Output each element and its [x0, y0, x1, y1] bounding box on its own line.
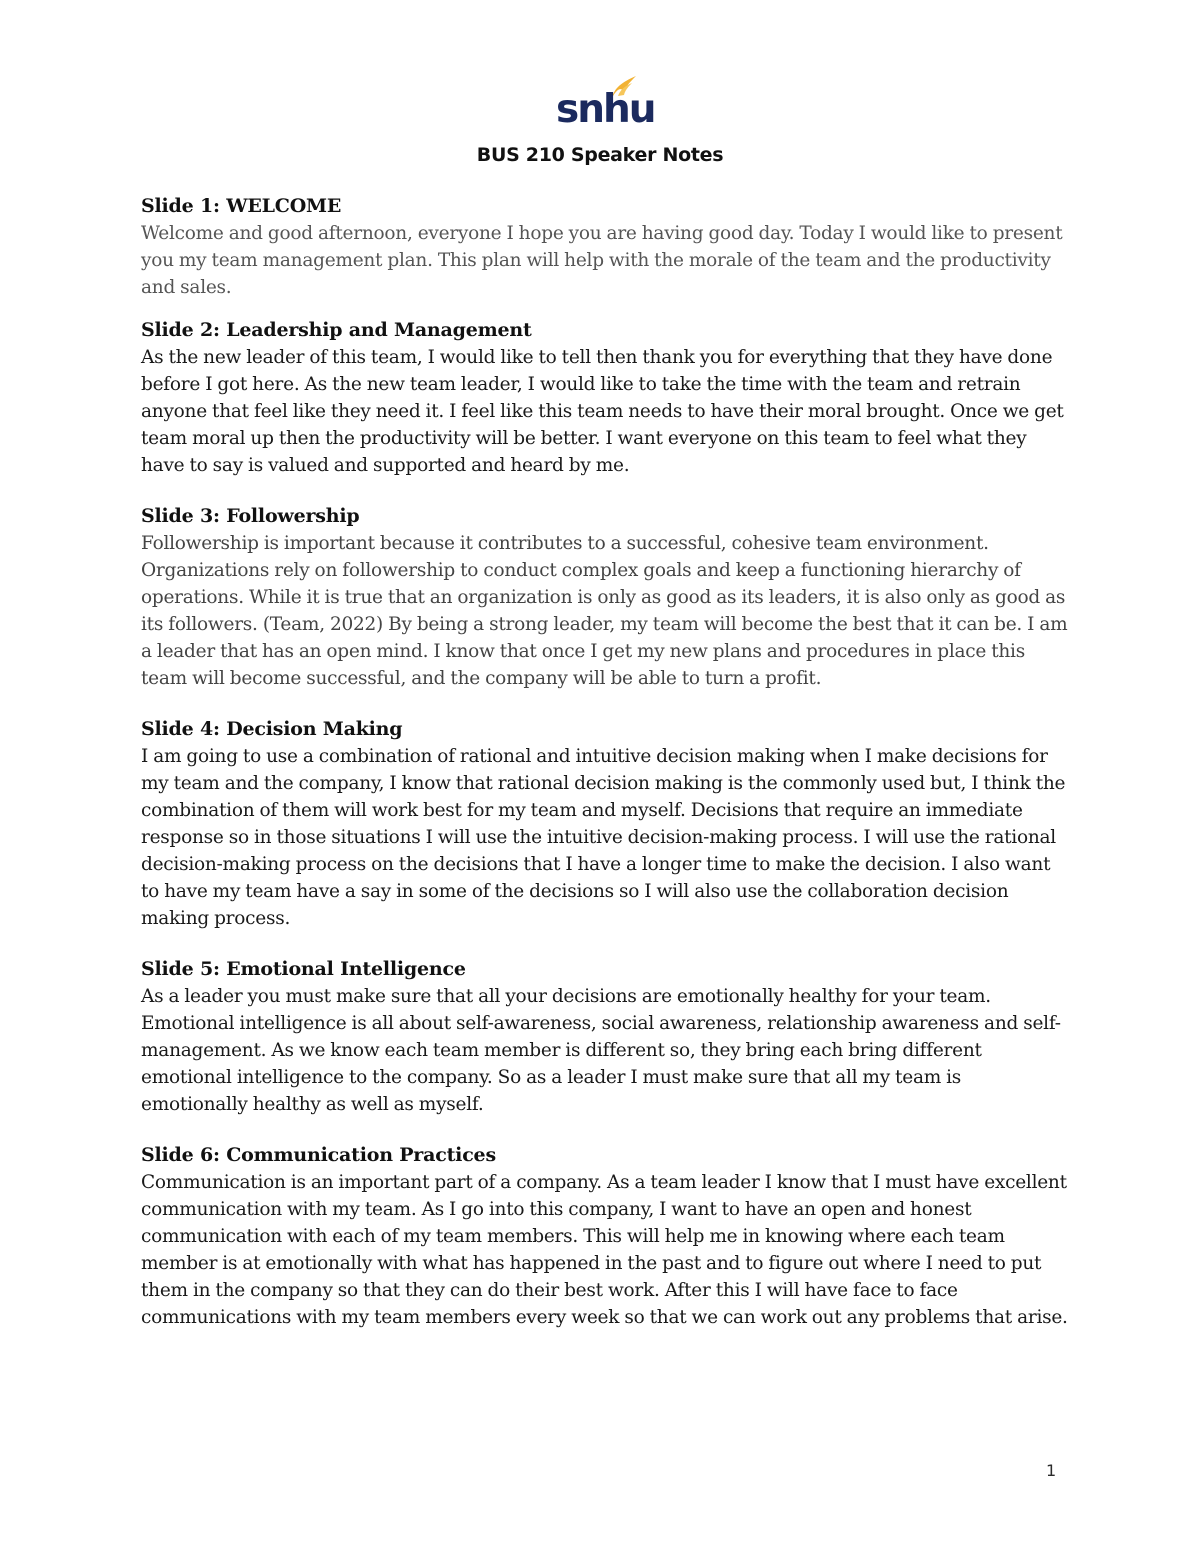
slide-notes: Welcome and good afternoon, everyone I hope you are having good day. Today I would like to present you my team management plan. This plan will help with the morale of the team and the productivity and sales. [141, 223, 1063, 298]
page-number: 1 [1046, 1461, 1057, 1480]
slide-heading: Slide 1: WELCOME [141, 195, 342, 217]
slide-heading: Slide 4: Decision Making [141, 718, 403, 740]
document-title: BUS 210 Speaker Notes [476, 144, 724, 166]
slide-heading: Slide 6: Communication Practices [141, 1144, 496, 1166]
slide-notes: As a leader you must make sure that all your decisions are emotionally healthy for your team. Emotional intelligence is all about self-awareness, social awareness, relationship awareness and self-management. As we know each team member is different so, they bring each bring different emotional intelligence to the company. So as a leader I must make sure that all my team is emotionally healthy as well as myself. [141, 986, 1061, 1115]
slide-3-section [141, 503, 1071, 692]
slide-4-section [141, 716, 1071, 932]
speaker-notes [141, 193, 1071, 1331]
snhu-logo [556, 74, 655, 132]
slide-heading: Slide 3: Followership [141, 505, 360, 527]
slide-notes: As the new leader of this team, I would like to tell then thank you for everything that they have done before I got here. As the new team leader, I would like to take the time with the team and retrain anyone that feel like they need it. I feel like this team needs to have their moral brought. Once we get team moral up then the productivity will be better. I want everyone on this team to feel what they have to say is valued and supported and heard by me. [141, 347, 1064, 476]
slide-5-section [141, 956, 1071, 1118]
slide-notes: Followership is important because it contributes to a successful, cohesive team environment. Organizations rely on followership to conduct complex goals and keep a functioning hierarchy of operations. While it is true that an organization is only as good as its leaders, it is also only as good as its followers. (Team, 2022) By being a strong leader, my team will become the best that it can be. I am a leader that has an open mind. I know that once I get my new plans and procedures in place this team will become successful, and the company will be able to turn a profit. [141, 533, 1068, 689]
slide-heading: Slide 2: Leadership and Management [141, 319, 532, 341]
slide-notes: Communication is an important part of a company. As a team leader I know that I must have excellent communication with my team. As I go into this company, I want to have an open and honest communication with each of my team members. This will help me in knowing where each team member is at emotionally with what has happened in the past and to figure out where I need to put them in the company so that they can do their best work. After this I will have face to face communications with my team members every week so that we can work out any problems that arise. [141, 1172, 1068, 1328]
slide-notes: I am going to use a combination of rational and intuitive decision making when I make decisions for my team and the company, I know that rational decision making is the commonly used but, I think the combination of them will work best for my team and myself. Decisions that require an immediate response so in those situations I will use the intuitive decision-making process. I will use the rational decision-making process on the decisions that I have a longer time to make the decision. I also want to have my team have a say in some of the decisions so I will also use the collaboration decision making process. [141, 746, 1066, 929]
slide-1-section [141, 193, 1071, 301]
logo-wordmark: snhu [556, 87, 655, 132]
slide-heading: Slide 5: Emotional Intelligence [141, 958, 466, 980]
slide-6-section [141, 1142, 1071, 1331]
slide-2-section [141, 317, 1071, 479]
